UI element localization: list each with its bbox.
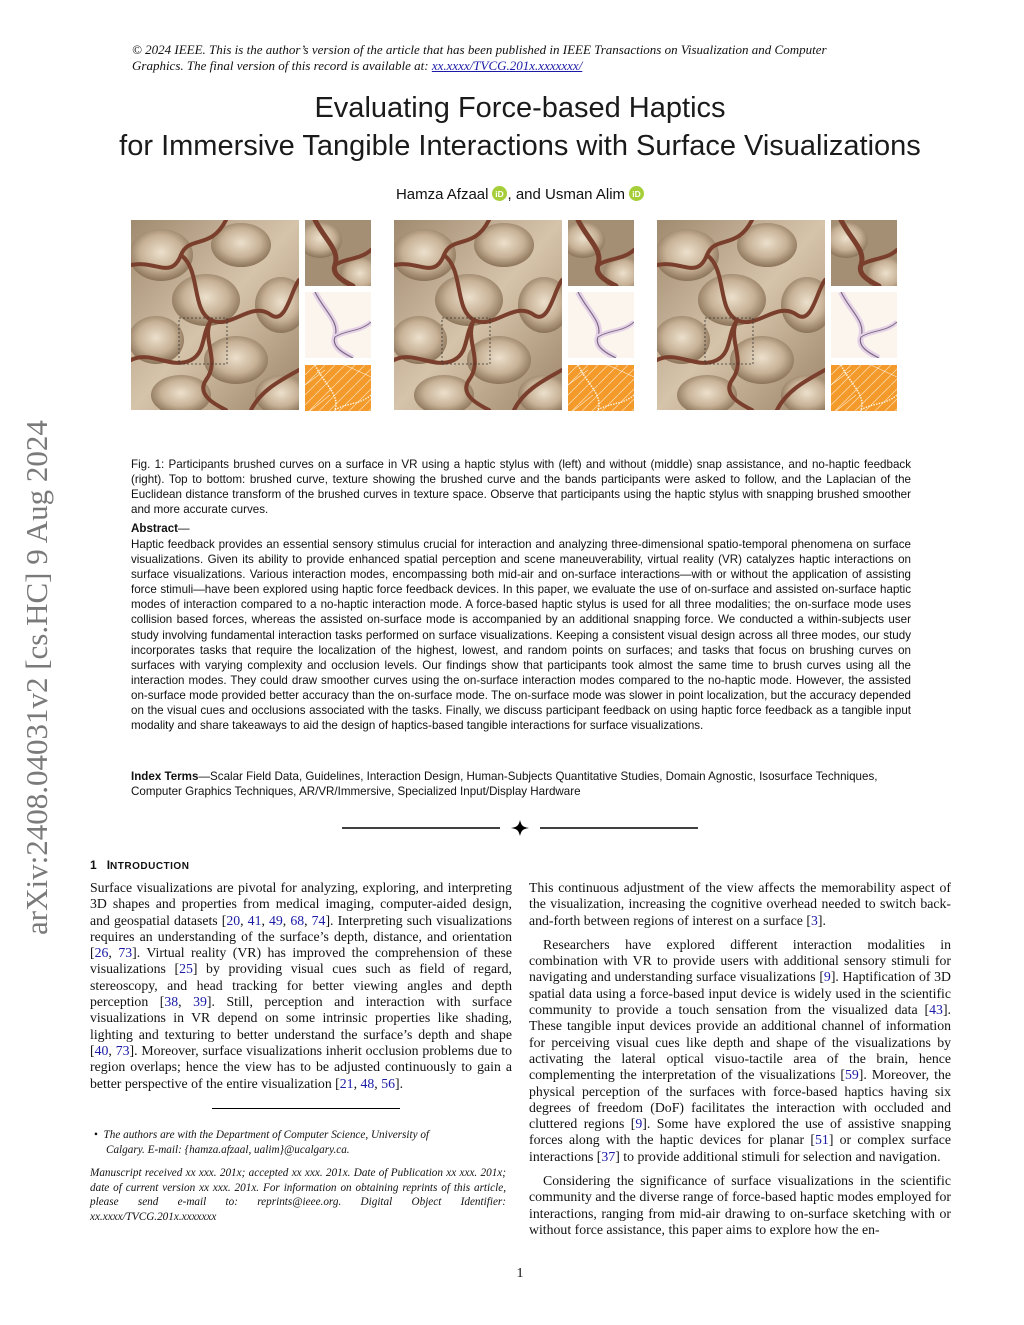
citation-link[interactable]: 37 — [601, 1148, 616, 1164]
inset-texture-no-snap — [568, 292, 634, 358]
index-terms: Index Terms—Scalar Field Data, Guidelines, Interaction Design, Human-Subjects Quantitative Studies, Domain Agnostic, Isosurface Techniques, Computer Graphics Techniques, AR/VR/Immersive, Specialized Input/Display Hardware — [131, 770, 878, 798]
citation-link[interactable]: 9 — [823, 969, 831, 985]
citation-link[interactable]: 9 — [635, 1116, 643, 1132]
surface-render-no-snap — [394, 220, 562, 410]
citation-link[interactable]: 73 — [118, 945, 133, 961]
citation-link[interactable]: 20 — [226, 912, 241, 928]
svg-text:iD: iD — [495, 188, 505, 199]
footnote-rule — [212, 1108, 400, 1109]
citation-link[interactable]: 3 — [810, 912, 818, 928]
citation-link[interactable]: 51 — [815, 1132, 829, 1148]
page-number: 1 — [516, 1266, 524, 1281]
copyright-notice — [132, 42, 932, 74]
inset-brushed-curve-snap — [305, 220, 371, 286]
orcid-icon[interactable] — [629, 186, 644, 201]
paper-title-line-1: Evaluating Force-based Haptics — [314, 92, 726, 124]
orcid-icon[interactable] — [492, 186, 507, 201]
citation-link[interactable]: 68 — [290, 912, 305, 928]
citation-link[interactable]: 21 — [339, 1075, 354, 1091]
inset-laplacian-snap — [305, 365, 371, 411]
citation-link[interactable]: 48 — [360, 1075, 375, 1091]
citation-link[interactable]: 39 — [193, 994, 207, 1010]
left-column — [90, 880, 512, 1092]
index-terms-text: Scalar Field Data, Guidelines, Interaction Design, Human-Subjects Quantitative Studies, Domain Agnostic, Isosurface Techniques, Computer Graphics Techniques, AR/VR/Immersive, Specialized Input/Display Hardware — [131, 770, 878, 798]
abstract-heading: Abstract— — [131, 522, 190, 535]
paragraph: Surface visualizations are pivotal for analyzing, exploring, and interpreting 3D shapes and properties from medical imaging, computer-aided design, and geospatial datasets [20, 41, 49, 68, 74]. Interpreting such visualizations requires an understanding of the surface’s depth, distance, and orientation [26, 73]. Virtual reality (VR) has improved the comprehension of these visualizations [25] by providing visual cues such as field of regard, stereoscopy, and head tracking for better viewing angles and depth perception [38, 39]. Still, perception and interaction with surface visualizations in VR depend on some intrinsic properties like shading, lighting and texturing to better understand the surface’s depth and shape [40, 73]. Moreover, surface visualizations inherit occlusion problems due to region overlaps; hence the view has to be adjusted continuously to gain a better perspective of the entire visualization [21, 48, 56]. — [90, 880, 512, 1091]
citation-link[interactable]: 73 — [115, 1042, 130, 1058]
copyright-line-1: © 2024 IEEE. This is the author’s version of the article that has been published in IEEE Transactions on Visualization and Computer — [132, 42, 827, 57]
citation-link[interactable]: 56 — [381, 1075, 395, 1091]
paragraph: Researchers have explored different interaction modalities in combination with VR to provide users with additional sensory stimuli for navigating and understanding surface visualizations [9]. Haptification of 3D spatial data using a force-based input device is widely used in the scientific community to provide a touch sensation from the visualized data [43]. These tangible input devices provide an additional channel of information for perceiving visual cues like depth and shape of the visualizations by activating the lateral optical visuo-tactile area of the brain, hence complementing the interpretation of the visualizations [59]. Moreover, the physical perception of the surfaces with force-based haptics having six degrees of freedom (DoF) facilitates the interaction with occluded and cluttered regions [9]. Some have explored the use of assistive snapping forces along with the haptic devices for planar [51] or complex surface interactions [37] to provide additional stimuli for selection and navigation. — [529, 936, 952, 1164]
paragraph: This continuous adjustment of the view affects the memorability aspect of the visualization, increasing the cognitive overhead needed to switch back-and-forth between regions of interest on a surface [3]. — [529, 880, 951, 928]
citation-link[interactable]: 74 — [311, 912, 326, 928]
author-list — [0, 186, 1024, 203]
abstract-body: Haptic feedback provides an essential sensory stimulus crucial for interaction and analyzing three-dimensional spatio-temporal phenomena on surface visualizations. Given its ability to provide enhanced spatial perception and scene maneuverability, virtual reality (VR) catalyzes haptic interactions on surface visualizations. Various interaction modes, encompassing both mid-air and on-surface interactions—with or without the application of assisting force stimuli—have been explored using haptic force feedback devices. In this paper, we evaluate the use of on-surface and assisted on-surface haptic modes of interaction compared to a no-haptic interaction mode. A force-based haptic stylus is used for all three modalities; the on-surface mode uses collision based forces, whereas the assisted on-surface mode is accompanied by an additional snapping force. We conducted a within-subjects user study involving fundamental interaction tasks performed on surface visualizations. Keeping a consistent visual design across all three modes, our study incorporates tasks that require the localization of the highest, lowest, and random points on surfaces; and tasks that focus on brushing curves on surfaces with varying complexity and occlusion levels. Our findings show that participants took almost the same time to brush curves using all the interaction modes. They could draw smoother curves using the on-surface interaction modes compared to the no-haptic mode. However, the assisted on-surface mode provided better accuracy than the on-surface mode. The on-surface mode was slower in point localization, but the accuracy depended on the visual cues and occlusions associated with the tasks. Finally, we discuss participant feedback on using haptic force feedback as a tangible input modality and share takeaways to aid the design of haptics-based tangible interactions for surface visualizations. — [131, 538, 911, 733]
surface-render-no-haptic — [657, 220, 825, 410]
citation-link[interactable]: 38 — [164, 994, 179, 1010]
citation-link[interactable]: 40 — [94, 1042, 109, 1058]
inset-brushed-curve-no-haptic — [831, 220, 897, 286]
manuscript-info: Manuscript received xx xxx. 201x; accepted xx xxx. 201x. Date of Publication xx xxx. 201x; date of current version xx xxx. 201x. For information on obtaining reprints of this article, please send e-mail to: reprints@ieee.org. Digital Object Identifier: xx.xxxx/TVCG.201x.xxxxxxx — [90, 1167, 506, 1223]
author-affiliation-footnote: • The authors are with the Department of Computer Science, University of Calgary. E-mail: {hamza.afzaal, ualim}@ucalgary.ca. — [94, 1129, 430, 1156]
citation-link[interactable]: 43 — [929, 1002, 943, 1018]
citation-link[interactable]: 26 — [94, 945, 109, 961]
inset-texture-snap — [305, 292, 371, 358]
inset-brushed-curve-no-snap — [568, 220, 634, 286]
teaser-figure — [131, 220, 911, 415]
section-divider — [340, 819, 700, 837]
inset-texture-no-haptic — [831, 292, 897, 358]
surface-render-snap-assist — [131, 220, 299, 410]
figure-caption: Fig. 1: Participants brushed curves on a surface in VR using a haptic stylus with (left) and without (middle) snap assistance, and no-haptic feedback (right). Top to bottom: brushed curve, texture showing the brushed curve and the bands participants were asked to follow, and the Laplacian of the Euclidean distance transform of the brushed curves in texture space. Observe that participants using the haptic stylus with snapping brushed smoother and more accurate curves. — [131, 458, 911, 516]
right-column — [529, 880, 951, 1238]
citation-link[interactable]: 41 — [247, 912, 262, 928]
paragraph: Considering the significance of surface visualizations in the scientific community and the diverse range of force-based haptic modes employed for interactions, ranging from mid-air drawing to on-surface sketching with or without force assistance, this paper aims to explore how the en- — [529, 1173, 951, 1237]
paper-title-line-2: for Immersive Tangible Interactions with Surface Visualizations — [119, 130, 921, 162]
author-name: Hamza Afzaal — [395, 186, 489, 203]
copyright-line-2: Graphics. The final version of this record is available at: — [132, 58, 432, 73]
citation-link[interactable]: 59 — [844, 1067, 859, 1083]
index-terms-label: Index Terms — [131, 770, 199, 783]
author-name: Usman Alim — [545, 186, 626, 203]
author-separator: , and — [507, 186, 546, 203]
svg-text:iD: iD — [632, 188, 641, 199]
citation-link[interactable]: 49 — [269, 912, 283, 928]
arxiv-stamp — [5, 355, 65, 945]
arxiv-identifier: arXiv:2408.04031v2 [cs.HC] 9 Aug 2024 — [19, 420, 54, 935]
inset-laplacian-no-snap — [568, 365, 634, 411]
citation-link[interactable]: 25 — [179, 961, 193, 977]
inset-laplacian-no-haptic — [831, 365, 897, 411]
record-link[interactable]: xx.xxxx/TVCG.201x.xxxxxxx/ — [431, 58, 583, 73]
section-heading-introduction: 1 INTRODUCTION — [90, 858, 190, 872]
